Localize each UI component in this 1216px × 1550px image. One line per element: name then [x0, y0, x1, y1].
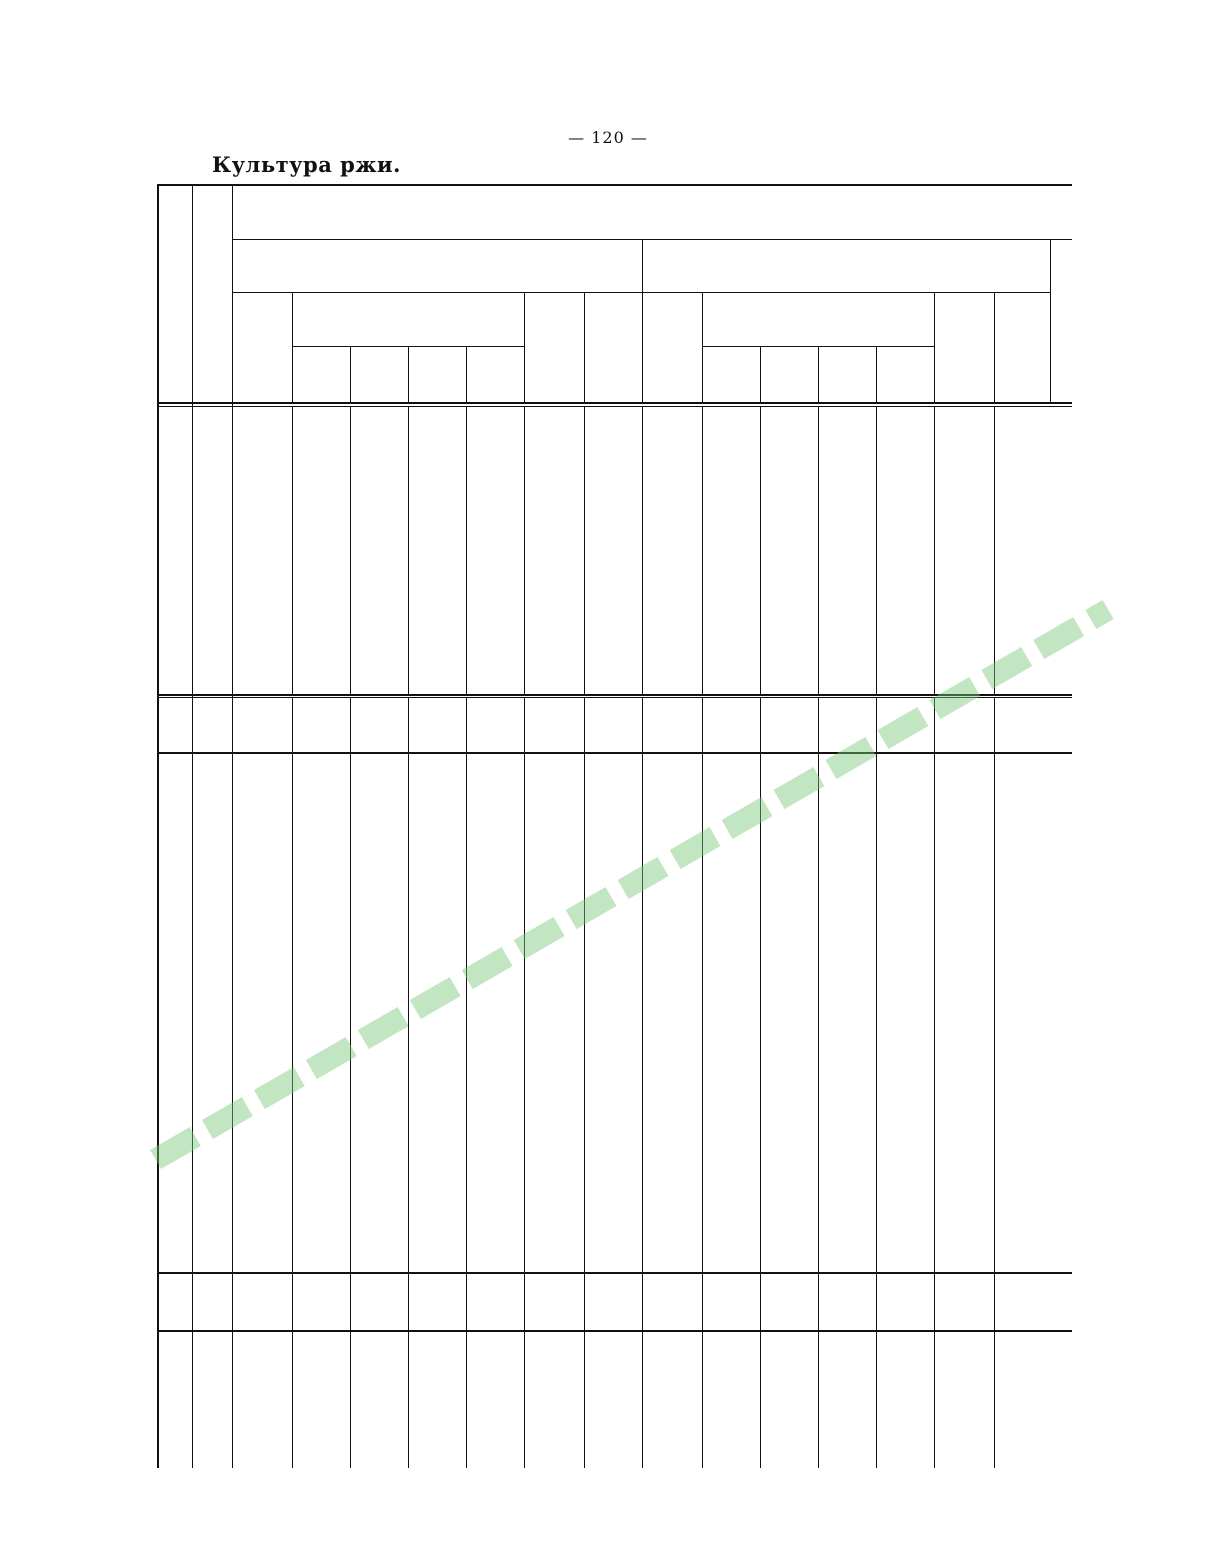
table-rule — [292, 406, 293, 694]
watermark-stripe — [150, 600, 1114, 1169]
table-rule — [818, 406, 819, 694]
table-rule — [524, 292, 525, 402]
table-rule — [408, 406, 409, 694]
table-rule — [934, 1272, 935, 1330]
table-rule — [818, 1330, 819, 1468]
table-rule — [760, 1272, 761, 1330]
table-rule — [994, 406, 995, 694]
table-rule — [702, 697, 703, 752]
table-rule — [994, 1330, 995, 1468]
table-rule — [584, 752, 585, 1272]
table-rule — [584, 1272, 585, 1330]
table-rule — [292, 697, 293, 752]
table-rule — [818, 697, 819, 752]
table-rule — [994, 292, 995, 402]
table-rule — [760, 1330, 761, 1468]
table-rule — [466, 1272, 467, 1330]
table-rule — [192, 184, 193, 1468]
table-rule — [466, 697, 467, 752]
table-rule — [524, 406, 525, 694]
table-rule — [1050, 239, 1051, 402]
table-rule — [157, 184, 1072, 186]
table-rule — [524, 1330, 525, 1468]
table-rule — [466, 406, 467, 694]
table-rule — [408, 1330, 409, 1468]
table-rule — [876, 752, 877, 1272]
table-rule — [466, 752, 467, 1272]
table-rule — [934, 406, 935, 694]
table-rule — [350, 752, 351, 1272]
table-rule — [642, 1330, 643, 1468]
table-rule — [350, 1272, 351, 1330]
table-rule — [350, 406, 351, 694]
table-rule — [350, 1330, 351, 1468]
table-rule — [702, 292, 703, 402]
page-title: Культура ржи. — [212, 152, 401, 177]
table-rule — [876, 1272, 877, 1330]
table-rule — [408, 346, 409, 402]
table-rule — [934, 752, 935, 1272]
table-rule — [584, 292, 585, 402]
table-rule — [524, 752, 525, 1272]
table-rule — [524, 1272, 525, 1330]
table-rule — [760, 346, 761, 402]
page-number: — 120 — — [568, 128, 648, 147]
table-rule — [702, 406, 703, 694]
table-rule — [994, 1272, 995, 1330]
table-rule — [350, 346, 351, 402]
table-rule — [702, 1272, 703, 1330]
table-rule — [760, 697, 761, 752]
table-rule — [157, 184, 159, 1468]
table-rule — [994, 697, 995, 752]
table-rule — [524, 697, 525, 752]
table-rule — [994, 752, 995, 1272]
table-rule — [876, 346, 877, 402]
table-rule — [934, 1330, 935, 1468]
table-rule — [584, 697, 585, 752]
table-rule — [642, 697, 643, 752]
table-rule — [818, 752, 819, 1272]
table-rule — [292, 1272, 293, 1330]
table-rule — [292, 752, 293, 1272]
table-rule — [760, 752, 761, 1272]
table-rule — [760, 406, 761, 694]
table-rule — [818, 1272, 819, 1330]
table-rule — [466, 1330, 467, 1468]
table-rule — [584, 406, 585, 694]
table-rule — [232, 184, 233, 1468]
table-rule — [232, 239, 1072, 240]
table-rule — [642, 406, 643, 694]
table-rule — [157, 402, 1072, 404]
table-rule — [292, 292, 293, 402]
table-rule — [232, 292, 1050, 293]
table-rule — [642, 239, 643, 292]
table-rule — [292, 1330, 293, 1468]
table-rule — [584, 1330, 585, 1468]
table-rule — [642, 1272, 643, 1330]
table-rule — [408, 697, 409, 752]
table-rule — [702, 1330, 703, 1468]
table-rule — [466, 346, 467, 402]
table-rule — [934, 292, 935, 402]
table-rule — [642, 752, 643, 1272]
table-rule — [876, 1330, 877, 1468]
table-rule — [350, 697, 351, 752]
table-rule — [876, 406, 877, 694]
table-rule — [408, 1272, 409, 1330]
table-rule — [818, 346, 819, 402]
